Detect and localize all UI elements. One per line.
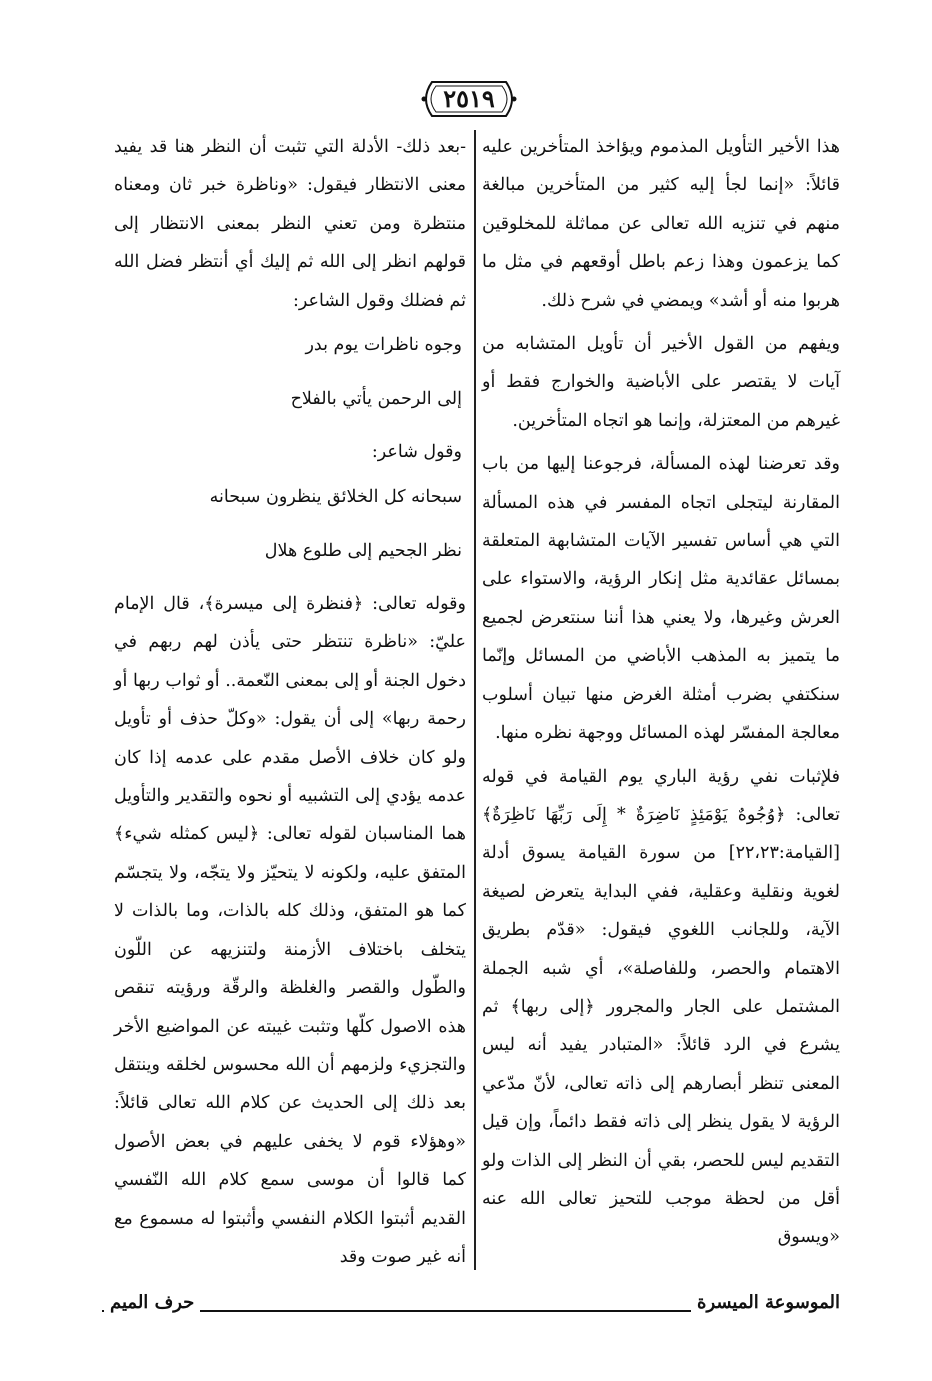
poem-verse: وجوه ناظرات يوم بدر — [305, 335, 462, 356]
column-divider — [474, 130, 476, 1270]
paragraph: -بعد ذلك- الأدلة التي تثبت أن النظر هنا قد يفيد معنى الانتظار فيقول: «وناظرة خبر ثان ومعناه منتظرة ومن تعني النظر بمعنى الانتظار إلى قولهم انظر إلى الله ثم إليك أي أنتظر فضل الله ثم فضلك وقول الشاعر: — [114, 137, 466, 311]
page-number: ٢٥١٩ — [443, 84, 495, 113]
poem-verse: سبحانه كل الخلائق ينظرون سبحانه — [209, 487, 462, 508]
poem-verse: إلى الرحمن يأتي بالفلاح — [290, 389, 462, 410]
paragraph: وقوله تعالى: ﴿فنظرة إلى ميسرة﴾، قال الإمام عليّ: «ناظرة تنتظر حتى يأذن لهم ربهم في دخول الجنة أو إلى بمعنى النّعمة.. أو ثواب ربها أو رحمة ربها» إلى أن يقول: «وكلّ حذف أو تأويل ولو كان خلاف الأصل مقدم على عدمه إذا كان عدمه يؤدي إلى التشبيه أو نحوه والتقدير والتأويل هما المناسبان لقوله تعالى: ﴿ليس كمثله شيء﴾ المتفق عليه، ولكونه لا يتحيّز ولا يتجّه، ولا يتجسّم كما هو المتفق، وذلك كله بالذات، وما بالذات لا يتخلف باختلاف الأزمنة ولتنزيهه عن اللّون والطّول والقصر والغلظة والرقّة ورؤيته تنقص هذه الاصول كلّها وتثبت غيبته عن المواضيع الأخر والتجزيء ولزمهم أن الله محسوس لخلقه وينتقل بعد ذلك إلى الحديث عن كلام الله تعالى قائلاً: «وهؤلاء قوم لا يخفى عليهم في بعض الأصول كما قالوا أن موسى سمع كلام الله النّفسي القديم أثبتوا الكلام النفسي وأثبتوا له مسموع مع أنه غير صوت وقد — [114, 594, 466, 1267]
footer-series-title: الموسوعة الميسرة — [691, 1292, 846, 1313]
verse-intro: وقول شاعر: — [371, 442, 462, 463]
page-number-ornament — [418, 76, 520, 122]
paragraph: هذا الأخير التأويل المذموم ويؤاخذ المتأخرين عليه قائلاً: «إنما لجأ إليه كثير من المتأخرين مبالغة منهم في تنزيه الله تعالى عن مماثلة للمخلوقين كما يزعمون وهذا زعم باطل أوقعهم في مثل ما هربوا منه أو أشد» ويمضي في شرح ذلك. — [482, 137, 840, 311]
paragraph: ويفهم من القول الأخير أن تأويل المتشابه من آيات لا يقتصر على الأباضية والخوارج فقط أو غيرهم من المعتزلة، وإنما هو اتجاه المتأخرين. — [482, 334, 840, 431]
poem-verse: نظر الجحيم إلى طلوع هلال — [264, 541, 462, 562]
right-column — [482, 128, 840, 1262]
paragraph: وقد تعرضنا لهذه المسألة، فرجوعنا إليها من باب المقارنة ليتجلى اتجاه المفسر في هذه المسألة التي هي أساس تفسير الآيات المتشابهة المتعلقة بمسائل عقائدية مثل إنكار الرؤية، والاستواء على العرش وغيرها، ولا يعني هذا أننا سنتعرض لجميع ما يتميز به المذهب الأباضي من المسائل وإنّما سنكتفي بضرب أمثلة الغرض منها تبيان أسلوب معالجة المفسّر لهذه المسائل ووجهة نظره منها. — [482, 454, 840, 744]
footer-section-title: حرف الميم — [104, 1292, 200, 1313]
left-column — [114, 128, 466, 1281]
paragraph: فلإثبات نفي رؤية الباري يوم القيامة في قوله تعالى: ﴿وُجُوهٌ يَوْمَئِذٍ نَاضِرَةٌ * إِلَى رَبِّهَا نَاظِرَةٌ﴾ [القيامة:٢٢،٢٣] من سورة القيامة يسوق أدلة لغوية ونقلية وعقلية، ففي البداية يتعرض لصيغة الآية، وللجانب اللغوي فيقول: «قدّم بطريق الاهتمام والحصر، وللفاصلة»، أي شبه الجملة المشتمل على الجار والمجرور ﴿إلى ربها﴾ ثم يشرع في الرد قائلاً: «المتبادر يفيد أنه ليس المعنى تنظر أبصارهم إلى ذاته تعالى، لأنّ مدّعي الرؤية لا يقول ينظر إلى ذاته فقط دائماً، وإن قيل التقديم ليس للحصر، بقي أن النظر إلى الذات ولو أقل من لحظة موجب للتحيز تعالى الله عنه «ويسوق — [482, 766, 840, 1248]
